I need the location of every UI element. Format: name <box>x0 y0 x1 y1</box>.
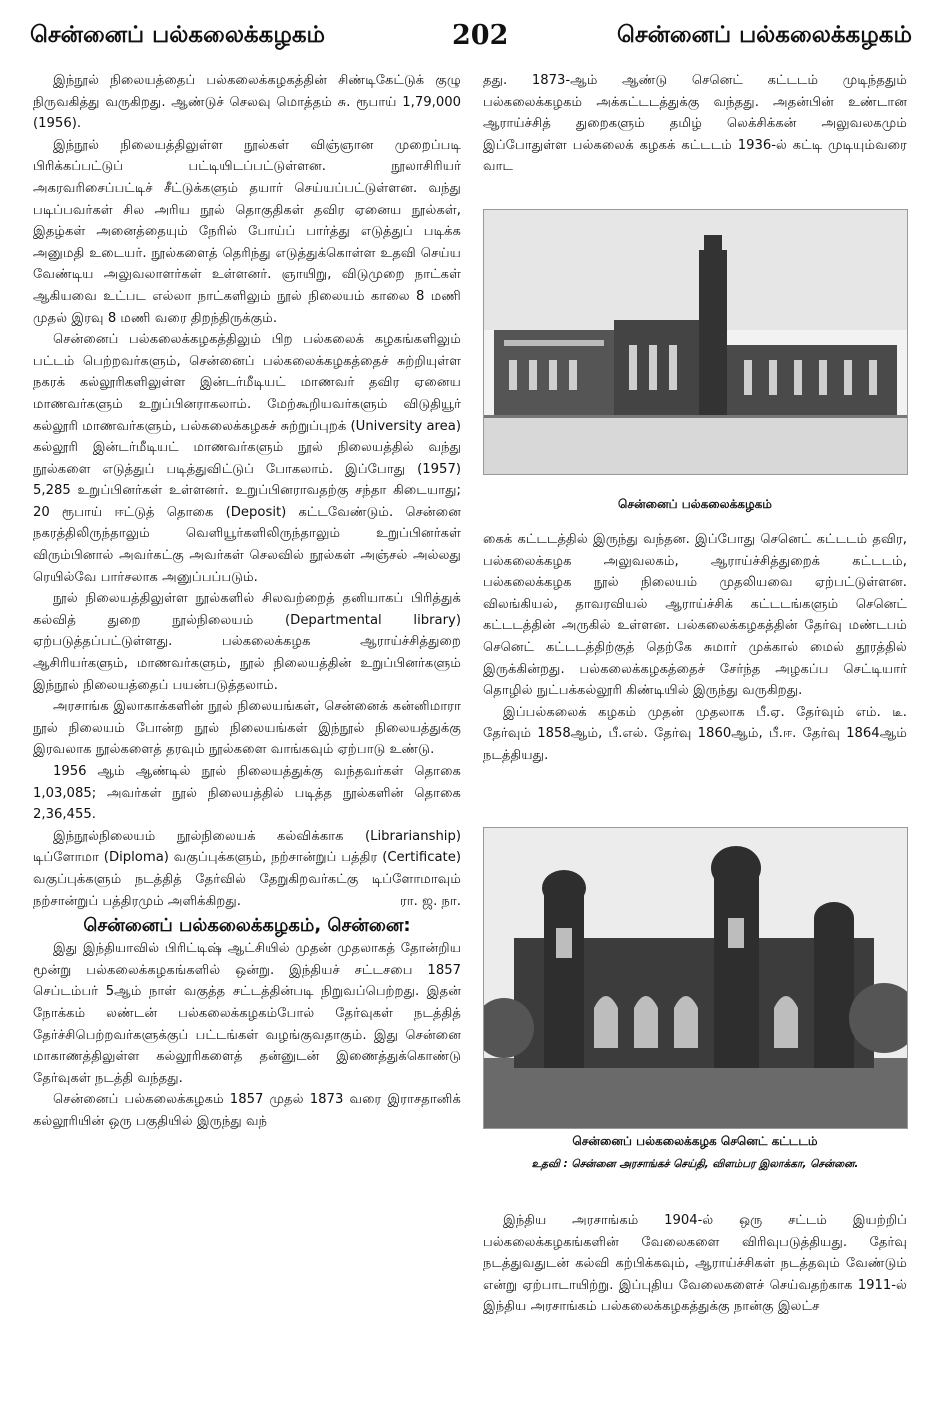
paragraph: கைக் கட்டடத்தில் இருந்து வந்தன. இப்போது செனெட் கட்டடம் தவிர, பல்கலைக்கழக அலுவலகம், ஆராய்ச்சித்துறைக் கட்டடம், பல்கலைக்கழக நூல் நிலையம் முதலியவை ஏற்பட்டுள்ளன. விலங்கியல், தாவரவியல் ஆராய்ச்சிக் கட்டடங்களும் செனெட் கட்டடத்தின் அருகில் உள்ளன. பல்கலைக்கழகத்தின் தேர்வு மண்டபம் செனெட் கட்டடத்திற்குத் தெற்கே சுமார் முக்கால் மைல் தூரத்தில் இருக்கின்றது. பல்கலைக்கழகத்தைச் சேர்ந்த அழகப்ப செட்டியார் தொழில் நுட்பக்கல்லூரி கிண்டியில் இருந்து வருகிறது. <box>483 532 907 699</box>
paragraph: நூல் நிலையத்திலுள்ள நூல்களில் சிலவற்றைத் தனியாகப் பிரித்துக் கல்வித் துறை நூல்நிலையம் (Departmental library) ஏற்படுத்தப்பட்டுள்ளது. பல்கலைக்கழக ஆராய்ச்சித்துறை ஆசிரியர்களும், மாணவர்களும், நூல் நிலையத்தின் உறுப்பினர்களும் இந்நூல் நிலையத்தைப் பயன்படுத்தலாம். <box>33 591 461 693</box>
paragraph: இந்திய அரசாங்கம் 1904-ல் ஒரு சட்டம் இயற்றிப் பல்கலைக்கழகங்களின் வேலைகளை விரிவுபடுத்தியது. தேர்வு நடத்துவதுடன் கல்வி கற்பிக்கவும், ஆராய்ச்சிகள் நடத்தவும் வேண்டும் என்று ஏற்பாடாயிற்று. இப்புதிய வேலைகளைச் செய்வதற்காக 1911-ல் இந்திய அரசாங்கம் பல்கலைக்கழகத்துக்கு நான்கு இலட்ச <box>483 1213 907 1315</box>
senate-house-photo <box>483 827 908 1129</box>
paragraph: இந்நூல் நிலையத்திலுள்ள நூல்கள் விஞ்ஞான முறைப்படி பிரிக்கப்பட்டுப் பட்டியிடப்பட்டுள்ளன. நூலாசிரியர் அகரவரிசைப்பட்டிச் சீட்டுக்களும் தயார் செய்யப்பட்டுள்ளன. வந்து படிப்பவர்கள் சில அரிய நூல் தொகுதிகள் தவிர ஏனைய நூல்கள், இதழ்கள் அனைத்தையும் நேரில் போய்ப் பார்த்து எடுத்துப் படிக்க அனுமதி உடையர். நூல்களைத் தெரிந்து எடுத்துக்கொள்ள உதவி செய்ய வேண்டிய அலுவலாளர்கள் உள்ளனர். ஞாயிறு, விடுமுறை நாட்கள் ஆகியவை உட்பட எல்லா நாட்களிலும் நூல் நிலையம் காலை 8 மணி முதல் இரவு 8 மணி வரை திறந்திருக்கும். <box>33 137 461 326</box>
right-column-top <box>483 70 907 178</box>
photo-caption: சென்னைப் பல்கலைக்கழகம் <box>618 497 772 511</box>
paragraph: இந்நூல் நிலையத்தைப் பல்கலைக்கழகத்தின் சிண்டிகேட்டுக் குழு நிருவகித்து வருகிறது. ஆண்டுச் செலவு மொத்தம் சு. ரூபாய் 1,79,000 (1956). <box>33 73 461 132</box>
author-initials: ரா. ஜ. நா. <box>399 893 461 909</box>
right-column-middle <box>483 529 907 767</box>
paragraph: 1956 ஆம் ஆண்டில் நூல் நிலையத்துக்கு வந்தவர்கள் தொகை 1,03,085; அவர்கள் நூல் நிலையத்தில் படித்த நூல்களின் தொகை 2,36,455. <box>33 764 461 823</box>
running-header-right: சென்னைப் பல்கலைக்கழகம் <box>616 22 912 48</box>
paragraph: இது இந்தியாவில் பிரிட்டிஷ் ஆட்சியில் முதன் முதலாகத் தோன்றிய மூன்று பல்கலைக்கழகங்களில் ஒன்று. இந்தியச் சட்டசபை 1857 செப்டம்பர் 5ஆம் நாள் வகுத்த சட்டத்தின்படி நிறுவப்பெற்றது. இதன் நோக்கம் லண்டன் பல்கலைக்கழகம்போல் தேர்வுகள் நடத்தித் தேர்ச்சிபெற்றவர்களுக்குப் பட்டங்கள் வழங்குவதாகும். இது சென்னை மாகாணத்திலுள்ள கல்லூரிகளைத் தன்னுடன் இணைத்துக்கொண்டு தேர்வுகள் நடத்தி வந்தது. <box>33 941 461 1086</box>
section-heading: சென்னைப் பல்கலைக்கழகம், சென்னை: <box>83 915 411 937</box>
paragraph <box>33 826 461 912</box>
university-building-illustration <box>484 210 907 474</box>
photo-credit: உதவி : சென்னை அரசாங்கச் செய்தி, விளம்பர இலாக்கா, சென்னை. <box>531 1158 859 1170</box>
paragraph: தது. 1873-ஆம் ஆண்டு செனெட் கட்டடம் முடிந்ததும் பல்கலைக்கழகம் அக்கட்டடத்துக்கு வந்தது. அதன்பின் உண்டான ஆராய்ச்சித் துறைகளும் தமிழ் லெக்சிக்கன் அலுவலகமும் இப்போதுள்ள பல்கலைக் கழகக் கட்டடம் 1936-ல் கட்டி முடியும்வரை வாட <box>483 73 907 175</box>
paragraph: சென்னைப் பல்கலைக்கழகம் 1857 முதல் 1873 வரை இராசதானிக் கல்லூரியின் ஒரு பகுதியில் இருந்து வந் <box>33 1092 461 1129</box>
paragraph: சென்னைப் பல்கலைக்கழகத்திலும் பிற பல்கலைக் கழகங்களிலும் பட்டம் பெற்றவர்களும், சென்னைப் பல்கலைக்கழகத்தைச் சுற்றியுள்ள நகரக் கல்லூரிகளிலுள்ள இன்டர்மீடியட் மாணவர் தவிர ஏனைய மாணவர்களும் உறுப்பினராகலாம். மேற்கூறியவர்களும் விடுதியூர் கல்லூரி மாணவர்களும், பல்கலைக்கழகச் சுற்றுப்புறக் (University area) கல்லூரி இன்டர்மீடியட் மாணவர்களும் நூல் நிலையத்தில் வந்து நூல்களை எடுத்துப் படித்துவிட்டுப் போகலாம். இப்போது (1957) 5,285 உறுப்பினர்கள் உள்ளனர். உறுப்பினராவதற்கு சந்தா கிடையாது; 20 ரூபாய் ஈட்டுத் தொகை (Deposit) கட்டவேண்டும். சென்னை நகரத்திலிருந்தாலும் வெளியூர்களிலிருந்தாலும் உறுப்பினர்கள் விரும்பினால் அவர்கட்கு அவர்கள் செலவில் நூல்கள் அஞ்சல் அல்லது ரெயில்வே பார்சலாக அனுப்பப்படும். <box>33 332 461 585</box>
paragraph: அரசாங்க இலாகாக்களின் நூல் நிலையங்கள், சென்னைக் கன்னிமாரா நூல் நிலையம் போன்ற நூல் நிலையங்கள் இந்நூல் நிலையத்துக்கு இரவலாக நூல்களைத் தரவும் நூல்களை வாங்கவும் ஏற்பாடு உண்டு. <box>33 699 461 758</box>
left-column <box>33 70 461 1133</box>
paragraph: இப்பல்கலைக் கழகம் முதன் முதலாக பீ.ஏ. தேர்வும் எம். டீ. தேர்வும் 1858ஆம், பீ.எல். தேர்வு 1860ஆம், பீ.ஈ. தேர்வு 1864ஆம் நடத்தியது. <box>483 704 907 763</box>
university-building-photo <box>483 209 908 475</box>
senate-house-illustration <box>484 828 907 1128</box>
paragraph-text: இந்நூல்நிலையம் நூல்நிலையக் கல்விக்காக (Librarianship) டிப்ளோமா (Diploma) வகுப்புக்களும், நற்சான்றுப் பத்திர (Certificate) வகுப்புக்களும் நடத்தித் தேர்வில் தேறுகிறவர்கட்கு டிப்ளோமாவும் நற்சான்றுப் பத்திரமும் அளிக்கிறது. <box>33 828 461 909</box>
page-number: 202 <box>452 20 509 51</box>
running-header-left: சென்னைப் பல்கலைக்கழகம் <box>30 22 326 48</box>
photo-caption: சென்னைப் பல்கலைக்கழக செனெட் கட்டடம் <box>572 1134 818 1148</box>
right-column-bottom <box>483 1210 907 1318</box>
